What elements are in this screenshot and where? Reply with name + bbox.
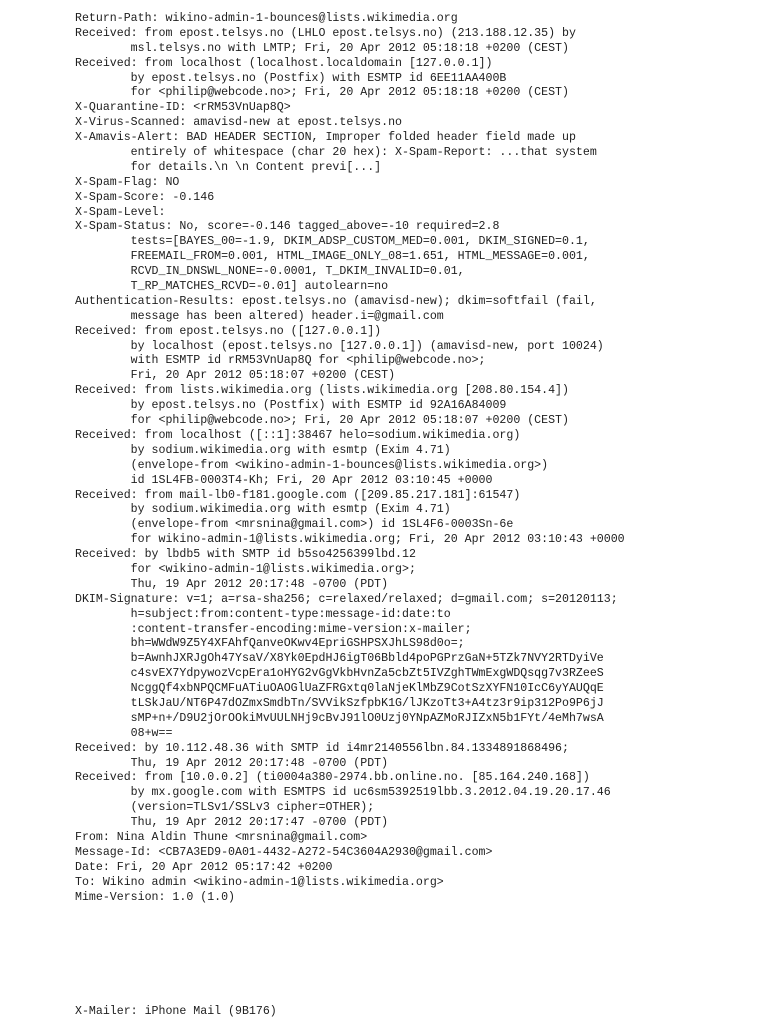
- header-line: for <philip@webcode.no>; Fri, 20 Apr 2012 05:18:18 +0200 (CEST): [75, 86, 569, 100]
- header-line: by epost.telsys.no (Postfix) with ESMTP id 6EE11AA400B: [75, 71, 507, 85]
- header-line: X-Quarantine-ID: <rRM53VnUap8Q>: [75, 101, 291, 115]
- header-line: X-Spam-Status: No, score=-0.146 tagged_above=-10 required=2.8: [75, 220, 500, 234]
- header-line: X-Spam-Level:: [75, 205, 166, 219]
- header-line: by epost.telsys.no (Postfix) with ESMTP id 92A16A84009: [75, 399, 507, 413]
- header-line: Message-Id: <CB7A3ED9-0A01-4432-A272-54C3604A2930@gmail.com>: [75, 845, 493, 859]
- header-line: by sodium.wikimedia.org with esmtp (Exim 4.71): [75, 443, 451, 457]
- header-line: sMP+n+/D9U2jOrOOkiMvUULNHj9cBvJ91lO0Uzj0YNpAZMoRJIZxN5b1FYt/4eMh7wsA: [75, 711, 604, 725]
- header-line: for wikino-admin-1@lists.wikimedia.org; Fri, 20 Apr 2012 03:10:43 +0000: [75, 533, 625, 547]
- header-line: NcggQf4xbNPQCMFuATiuOAOGlUaZFRGxtq0laNjeKlMbZ9CotSzXYFN10IcC6yYAUQqE: [75, 682, 604, 696]
- header-line: with ESMTP id rRM53VnUap8Q for <philip@webcode.no>;: [75, 354, 486, 368]
- header-line: Fri, 20 Apr 2012 05:18:07 +0200 (CEST): [75, 369, 396, 383]
- header-line: msl.telsys.no with LMTP; Fri, 20 Apr 2012 05:18:18 +0200 (CEST): [75, 41, 569, 55]
- header-line: tLSkJaU/NT6P47dOZmxSmdbTn/SVVikSzfpbK1G/lJKzoTt3+A4tz3r9ip312Po9P6jJ: [75, 696, 604, 710]
- header-line: From: Nina Aldin Thune <mrsnina@gmail.com>: [75, 830, 368, 844]
- header-line: h=subject:from:content-type:message-id:date:to: [75, 607, 451, 621]
- header-line: for <wikino-admin-1@lists.wikimedia.org>;: [75, 562, 416, 576]
- header-line: bh=WWdW9Z5Y4XFAhfQanveOKwv4EpriGSHPSXJhLS98d0o=;: [75, 637, 465, 651]
- header-line: Received: from mail-lb0-f181.google.com ([209.85.217.181]:61547): [75, 488, 521, 502]
- header-line: b=AwnhJXRJgOh47YsaV/X8Yk0EpdHJ6igT06Bbld4poPGPrzGaN+5TZk7NVY2RTDyiVe: [75, 652, 604, 666]
- header-line: for details.\n \n Content previ[...]: [75, 160, 382, 174]
- header-line: Authentication-Results: epost.telsys.no (amavisd-new); dkim=softfail (fail,: [75, 294, 597, 308]
- header-line: X-Virus-Scanned: amavisd-new at epost.telsys.no: [75, 116, 402, 130]
- header-line: Received: from localhost (localhost.localdomain [127.0.0.1]): [75, 56, 493, 70]
- header-line: FREEMAIL_FROM=0.001, HTML_IMAGE_ONLY_08=1.651, HTML_MESSAGE=0.001,: [75, 250, 590, 264]
- header-line: RCVD_IN_DNSWL_NONE=-0.0001, T_DKIM_INVALID=0.01,: [75, 265, 465, 279]
- header-line: Thu, 19 Apr 2012 20:17:48 -0700 (PDT): [75, 756, 389, 770]
- header-line: Thu, 19 Apr 2012 20:17:47 -0700 (PDT): [75, 816, 389, 830]
- header-line: id 1SL4FB-0003T4-Kh; Fri, 20 Apr 2012 03:10:45 +0000: [75, 473, 493, 487]
- header-line: Received: by lbdb5 with SMTP id b5so4256399lbd.12: [75, 548, 416, 562]
- header-line: 08+w==: [75, 726, 173, 740]
- header-line: Received: from [10.0.0.2] (ti0004a380-2974.bb.online.no. [85.164.240.168]): [75, 771, 590, 785]
- header-line: X-Spam-Flag: NO: [75, 175, 180, 189]
- header-line: Received: from localhost ([::1]:38467 helo=sodium.wikimedia.org): [75, 428, 521, 442]
- header-line: To: Wikino admin <wikino-admin-1@lists.wikimedia.org>: [75, 875, 444, 889]
- header-line: Date: Fri, 20 Apr 2012 05:17:42 +0200: [75, 860, 333, 874]
- header-line: Received: from lists.wikimedia.org (lists.wikimedia.org [208.80.154.4]): [75, 384, 569, 398]
- header-line: message has been altered) header.i=@gmail.com: [75, 309, 444, 323]
- header-line: (envelope-from <mrsnina@gmail.com>) id 1SL4F6-0003Sn-6e: [75, 518, 514, 532]
- header-line: for <philip@webcode.no>; Fri, 20 Apr 2012 05:18:07 +0200 (CEST): [75, 414, 569, 428]
- header-line: tests=[BAYES_00=-1.9, DKIM_ADSP_CUSTOM_MED=0.001, DKIM_SIGNED=0.1,: [75, 235, 590, 249]
- header-line: (version=TLSv1/SSLv3 cipher=OTHER);: [75, 801, 375, 815]
- header-line: T_RP_MATCHES_RCVD=-0.01] autolearn=no: [75, 280, 389, 294]
- header-line: Received: by 10.112.48.36 with SMTP id i4mr2140556lbn.84.1334891868496;: [75, 741, 569, 755]
- x-mailer-header-line: X-Mailer: iPhone Mail (9B176): [75, 1005, 277, 1018]
- header-line: (envelope-from <wikino-admin-1-bounces@lists.wikimedia.org>): [75, 458, 549, 472]
- header-line: DKIM-Signature: v=1; a=rsa-sha256; c=relaxed/relaxed; d=gmail.com; s=20120113;: [75, 592, 618, 606]
- header-line: by sodium.wikimedia.org with esmtp (Exim 4.71): [75, 503, 451, 517]
- header-line: Thu, 19 Apr 2012 20:17:48 -0700 (PDT): [75, 577, 389, 591]
- email-header-block: [75, 12, 765, 905]
- header-line: Return-Path: wikino-admin-1-bounces@lists.wikimedia.org: [75, 12, 458, 25]
- header-line: by mx.google.com with ESMTPS id uc6sm5392519lbb.3.2012.04.19.20.17.46: [75, 786, 611, 800]
- header-line: Mime-Version: 1.0 (1.0): [75, 890, 236, 904]
- header-line: X-Amavis-Alert: BAD HEADER SECTION, Improper folded header field made up: [75, 131, 576, 145]
- header-line: entirely of whitespace (char 20 hex): X-Spam-Report: ...that system: [75, 146, 597, 160]
- header-line: c4svEX7YdpywozVcpEra1oHYG2vGgVkbHvnZa5cbZt5IVZghTWmExgWDQsqg7v3RZeeS: [75, 667, 604, 681]
- header-line: X-Spam-Score: -0.146: [75, 190, 215, 204]
- header-line: :content-transfer-encoding:mime-version:x-mailer;: [75, 622, 472, 636]
- header-line: Received: from epost.telsys.no (LHLO epost.telsys.no) (213.188.12.35) by: [75, 26, 576, 40]
- email-header-trailer: [75, 1005, 765, 1020]
- header-line: by localhost (epost.telsys.no [127.0.0.1]) (amavisd-new, port 10024): [75, 339, 604, 353]
- header-line: Received: from epost.telsys.no ([127.0.0.1]): [75, 324, 382, 338]
